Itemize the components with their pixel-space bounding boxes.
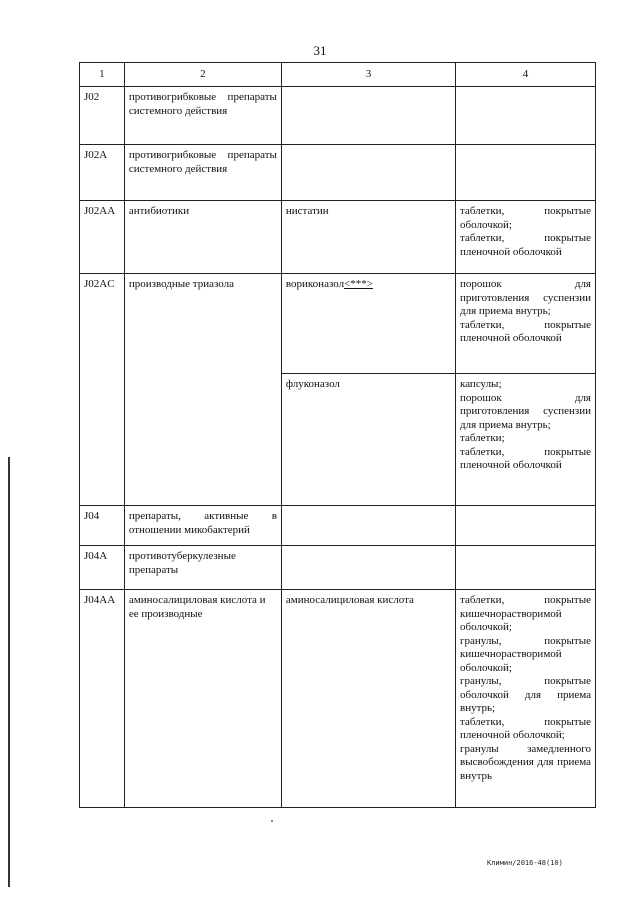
dosage-forms — [456, 590, 596, 808]
group-name: производные триазола — [124, 274, 281, 506]
dosage-forms — [456, 274, 596, 374]
table-row — [80, 145, 596, 201]
footer-code: Климин/2016-48(10) — [487, 859, 563, 867]
dosage-form: таблетки, покрытые оболочкой; — [460, 205, 591, 231]
column-header: 4 — [456, 63, 596, 87]
dosage-form: таблетки, покрытые пленочной оболочкой — [460, 232, 591, 258]
page-number: 31 — [313, 43, 327, 58]
group-name: противотуберкулезные препараты — [124, 546, 281, 590]
table-row — [80, 87, 596, 145]
group-name: аминосалициловая кислота и ее производные — [124, 590, 281, 808]
drug-table — [79, 62, 596, 808]
dosage-forms — [456, 506, 596, 546]
dosage-form: порошок для приготовления суспензии для приема внутрь; — [460, 278, 591, 317]
dosage-form: таблетки; — [460, 432, 505, 444]
atc-code: J02AA — [80, 201, 125, 274]
drug-name — [281, 145, 455, 201]
table-row — [80, 590, 596, 808]
footnote-reference-link[interactable]: <***> — [344, 278, 373, 290]
dosage-forms — [456, 145, 596, 201]
column-header: 2 — [124, 63, 281, 87]
dosage-form: гранулы, покрытые кишечнорастворимой оболочкой; — [460, 634, 591, 674]
column-header: 3 — [281, 63, 455, 87]
group-name: препараты, активные в отношении микобактерий — [124, 506, 281, 546]
drug-name: нистатин — [281, 201, 455, 274]
drug-name — [281, 87, 455, 145]
atc-code: J04A — [80, 546, 125, 590]
atc-code: J02AC — [80, 274, 125, 506]
dosage-forms — [456, 374, 596, 506]
drug-name: аминосалициловая кислота — [281, 590, 455, 808]
atc-code: J04AA — [80, 590, 125, 808]
table-row — [80, 546, 596, 590]
dosage-forms — [456, 546, 596, 590]
atc-code: J04 — [80, 506, 125, 546]
drug-name — [281, 274, 455, 374]
dosage-form: таблетки, покрытые пленочной оболочкой — [460, 445, 591, 471]
table-row — [80, 274, 596, 374]
atc-code: J02 — [80, 87, 125, 145]
group-name: антибиотики — [124, 201, 281, 274]
group-name: противогрибковые препараты системного действия — [124, 145, 281, 201]
group-name: противогрибковые препараты системного действия — [124, 87, 281, 145]
column-header: 1 — [80, 63, 125, 87]
table-header-row — [80, 63, 596, 87]
dosage-form: гранулы замедленного высвобождения для приема внутрь — [460, 742, 591, 782]
dosage-form: таблетки, покрытые кишечнорастворимой оболочкой; — [460, 594, 591, 633]
drug-name — [281, 506, 455, 546]
drug-name — [281, 546, 455, 590]
scan-mark — [271, 820, 273, 822]
table-row — [80, 506, 596, 546]
dosage-form: капсулы; — [460, 378, 502, 390]
table-row — [80, 201, 596, 274]
dosage-form: гранулы, покрытые оболочкой для приема внутрь; — [460, 675, 591, 714]
drug-name: флуконазол — [281, 374, 455, 506]
dosage-forms — [456, 87, 596, 145]
drug-name-text: вориконазол — [285, 278, 345, 290]
dosage-form: таблетки, покрытые пленочной оболочкой; — [460, 715, 591, 741]
dosage-forms — [456, 201, 596, 274]
atc-code: J02A — [80, 145, 125, 201]
margin-rule — [8, 457, 10, 887]
dosage-form: порошок для приготовления суспензии для приема внутрь; — [460, 391, 591, 431]
dosage-form: таблетки, покрытые пленочной оболочкой — [460, 318, 591, 344]
